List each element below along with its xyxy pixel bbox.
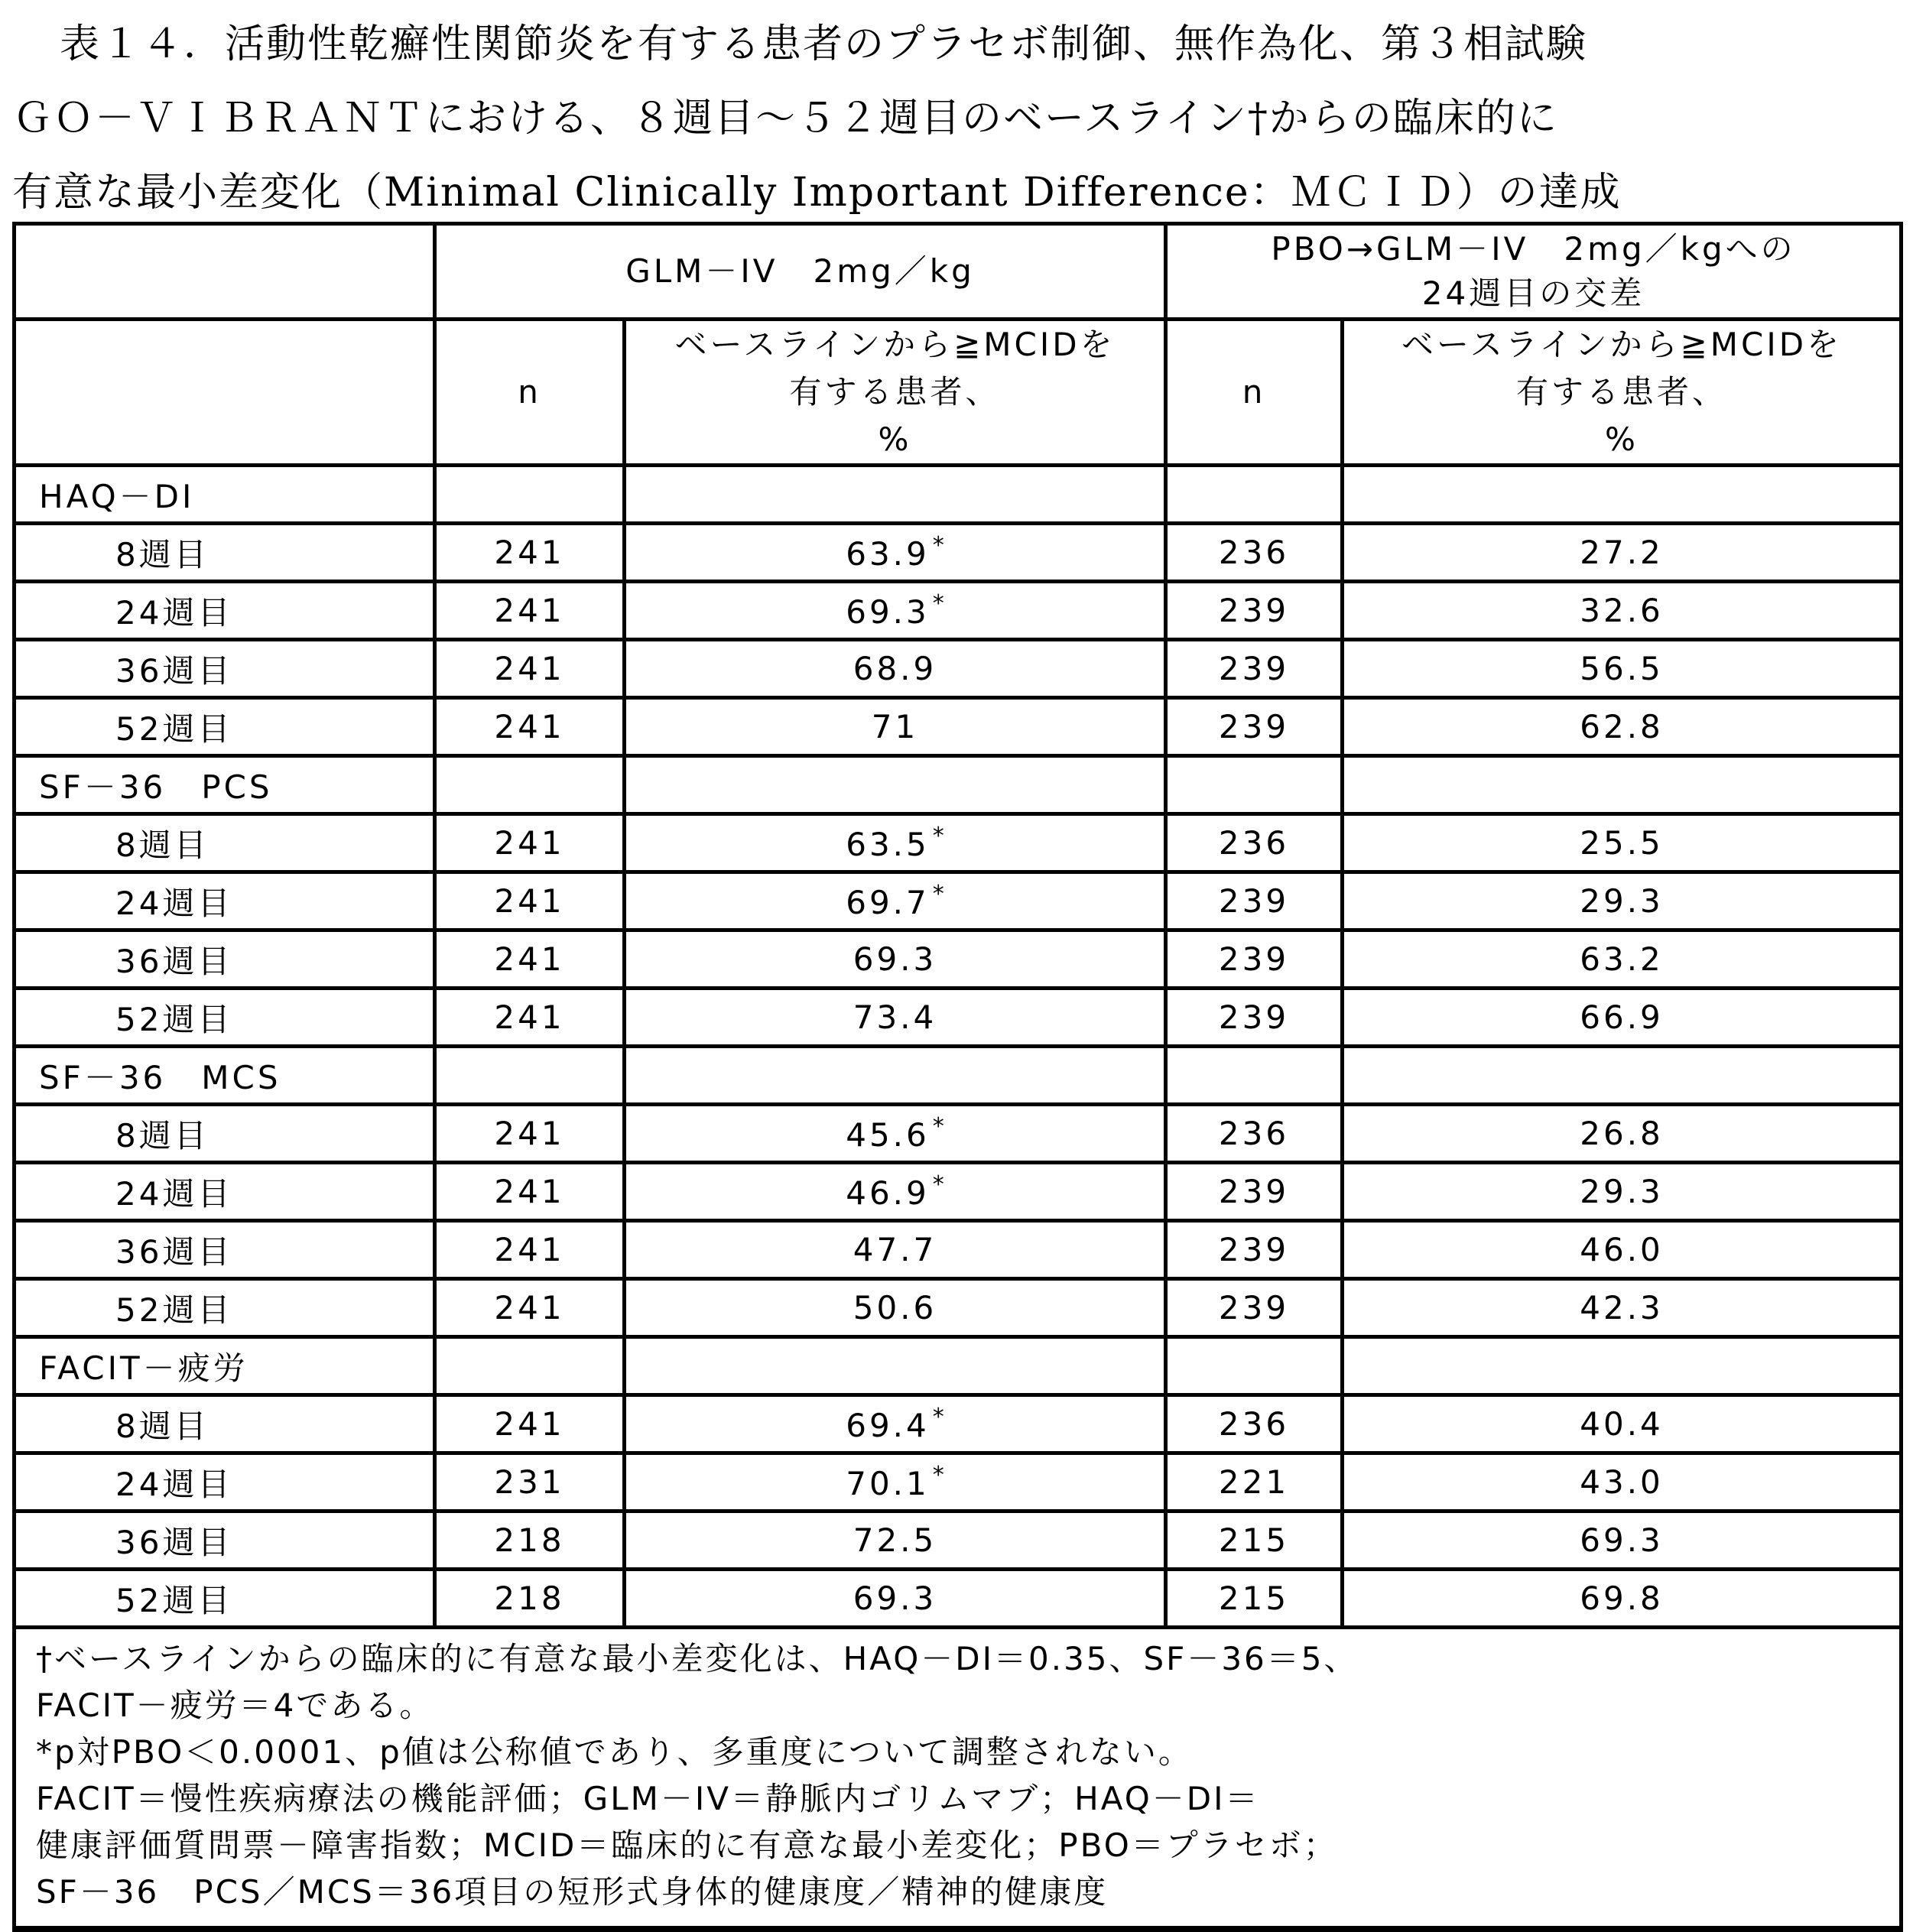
pbo-pct: 26.8 <box>1343 1105 1902 1163</box>
empty-cell <box>435 756 625 814</box>
week-label: 24週目 <box>15 872 435 930</box>
table-row <box>15 930 1902 989</box>
header-blank <box>15 320 435 466</box>
header-n-pbo: n <box>1166 320 1343 466</box>
glm-n: 241 <box>435 989 625 1047</box>
glm-pct: 68.9 <box>853 650 937 687</box>
pbo-n: 215 <box>1166 1512 1343 1570</box>
empty-cell <box>625 1047 1166 1105</box>
table-row <box>15 814 1902 872</box>
glm-n: 241 <box>435 640 625 698</box>
glm-n: 241 <box>435 930 625 989</box>
header-pct-line3: % <box>1605 420 1639 458</box>
pbo-pct: 56.5 <box>1343 640 1902 698</box>
footnote-line: FACIT－疲労＝4である。 <box>36 1687 434 1724</box>
pbo-n: 239 <box>1166 1221 1343 1279</box>
glm-pct: 46.9 <box>846 1174 930 1212</box>
glm-pct-cell <box>625 1105 1166 1163</box>
pbo-n: 215 <box>1166 1570 1343 1628</box>
glm-pct-cell <box>625 814 1166 872</box>
week-label: 24週目 <box>15 1163 435 1221</box>
table-row <box>15 1395 1902 1453</box>
glm-pct: 69.7 <box>846 884 930 921</box>
section-row <box>15 1337 1902 1395</box>
pbo-n: 239 <box>1166 1279 1343 1337</box>
table-row <box>15 640 1902 698</box>
glm-pct: 71 <box>871 708 919 745</box>
title-line: 有意な最小差変化（Minimal Clinically Important Difference：ＭＣＩＤ）の達成 <box>12 170 1622 216</box>
empty-cell <box>435 466 625 524</box>
glm-pct-cell <box>625 1453 1166 1512</box>
section-label: HAQ－DI <box>15 466 435 524</box>
footnote-line: FACIT＝慢性疾病療法の機能評価；GLM－IV＝静脈内ゴリムマブ；HAQ－DI＝ <box>36 1780 1260 1817</box>
footnote-row <box>15 1628 1902 1930</box>
empty-cell <box>435 1337 625 1395</box>
glm-pct-cell <box>625 524 1166 582</box>
glm-pct-cell <box>625 1395 1166 1453</box>
glm-pct: 70.1 <box>846 1465 930 1502</box>
week-label: 36週目 <box>15 640 435 698</box>
pbo-pct: 40.4 <box>1343 1395 1902 1453</box>
week-label: 36週目 <box>15 930 435 989</box>
empty-cell <box>625 466 1166 524</box>
glm-pct-cell <box>625 1279 1166 1337</box>
glm-pct-cell <box>625 640 1166 698</box>
empty-cell <box>1343 466 1902 524</box>
significance-marker: * <box>932 532 944 559</box>
glm-pct-cell <box>625 1570 1166 1628</box>
pbo-pct: 66.9 <box>1343 989 1902 1047</box>
header-n-glm: n <box>435 320 625 466</box>
glm-pct: 47.7 <box>853 1231 937 1268</box>
pbo-pct: 32.6 <box>1343 582 1902 640</box>
table-row <box>15 1221 1902 1279</box>
pbo-n: 239 <box>1166 582 1343 640</box>
glm-pct: 63.9 <box>846 535 930 573</box>
footnote-line: SF－36 PCS／MCS＝36項目の短形式身体的健康度／精神的健康度 <box>36 1873 1109 1911</box>
header-row-columns <box>15 320 1902 466</box>
pbo-n: 239 <box>1166 640 1343 698</box>
table-row <box>15 1453 1902 1512</box>
header-pct-line3: % <box>878 420 912 458</box>
week-label: 24週目 <box>15 1453 435 1512</box>
pbo-pct: 46.0 <box>1343 1221 1902 1279</box>
glm-pct-cell <box>625 930 1166 989</box>
pbo-n: 236 <box>1166 1105 1343 1163</box>
pbo-n: 239 <box>1166 930 1343 989</box>
pbo-pct: 69.3 <box>1343 1512 1902 1570</box>
glm-pct-cell <box>625 698 1166 756</box>
pbo-pct: 29.3 <box>1343 1163 1902 1221</box>
glm-n: 241 <box>435 582 625 640</box>
table-row <box>15 582 1902 640</box>
week-label: 36週目 <box>15 1221 435 1279</box>
glm-n: 241 <box>435 814 625 872</box>
table-row <box>15 524 1902 582</box>
empty-cell <box>1343 756 1902 814</box>
empty-cell <box>1166 1047 1343 1105</box>
pbo-n: 236 <box>1166 814 1343 872</box>
header-group-pbo-line1: PBO→GLM－IV 2mg／kgへの <box>1271 230 1796 268</box>
significance-marker: * <box>932 1404 944 1430</box>
empty-cell <box>1343 1047 1902 1105</box>
header-row-groups <box>15 224 1902 320</box>
glm-n: 218 <box>435 1570 625 1628</box>
pbo-pct: 27.2 <box>1343 524 1902 582</box>
footnotes <box>15 1628 1902 1930</box>
glm-n: 241 <box>435 872 625 930</box>
pbo-n: 236 <box>1166 1395 1343 1453</box>
title-line: 表１４．活動性乾癬性関節炎を有する患者のプラセボ制御、無作為化、第３相試験 <box>60 21 1588 67</box>
section-label: SF－36 MCS <box>15 1047 435 1105</box>
glm-pct-cell <box>625 989 1166 1047</box>
pbo-pct: 69.8 <box>1343 1570 1902 1628</box>
section-label: SF－36 PCS <box>15 756 435 814</box>
glm-n: 241 <box>435 1163 625 1221</box>
table-row <box>15 1512 1902 1570</box>
pbo-pct: 62.8 <box>1343 698 1902 756</box>
glm-n: 241 <box>435 1279 625 1337</box>
pbo-n: 239 <box>1166 698 1343 756</box>
pbo-n: 236 <box>1166 524 1343 582</box>
header-pct-line1: ベースラインから≧MCIDを <box>674 326 1116 363</box>
week-label: 8週目 <box>15 1105 435 1163</box>
glm-pct: 69.3 <box>853 1580 937 1617</box>
footnote-line: *p対PBO＜0.0001、p値は公称値であり、多重度について調整されない。 <box>36 1733 1193 1771</box>
glm-n: 241 <box>435 1105 625 1163</box>
week-label: 36週目 <box>15 1512 435 1570</box>
section-label: FACIT－疲労 <box>15 1337 435 1395</box>
glm-pct: 63.5 <box>846 826 930 863</box>
glm-pct-cell <box>625 1163 1166 1221</box>
header-pct-line2: 有する患者、 <box>1516 373 1728 411</box>
footnote-line: †ベースラインからの臨床的に有意な最小差変化は、HAQ－DI＝0.35、SF－36＝5、 <box>36 1640 1359 1677</box>
week-label: 8週目 <box>15 814 435 872</box>
glm-pct: 69.4 <box>846 1407 930 1444</box>
empty-cell <box>1343 1337 1902 1395</box>
table-row <box>15 1279 1902 1337</box>
header-pct-line2: 有する患者、 <box>789 373 1001 411</box>
glm-pct-cell <box>625 1512 1166 1570</box>
glm-pct: 50.6 <box>853 1289 937 1326</box>
week-label: 52週目 <box>15 698 435 756</box>
glm-pct: 72.5 <box>853 1521 937 1559</box>
table-row <box>15 698 1902 756</box>
glm-n: 241 <box>435 1221 625 1279</box>
significance-marker: * <box>932 1462 944 1489</box>
empty-cell <box>1166 756 1343 814</box>
footnote-line: 健康評価質問票－障害指数；MCID＝臨床的に有意な最小差変化；PBO＝プラセボ； <box>36 1826 1338 1864</box>
header-pct-glm <box>625 320 1166 466</box>
table-row <box>15 1163 1902 1221</box>
pbo-pct: 63.2 <box>1343 930 1902 989</box>
significance-marker: * <box>932 881 944 908</box>
glm-n: 241 <box>435 524 625 582</box>
week-label: 52週目 <box>15 1279 435 1337</box>
header-group-pbo-crossover <box>1166 224 1902 320</box>
empty-cell <box>435 1047 625 1105</box>
empty-cell <box>1166 1337 1343 1395</box>
pbo-pct: 43.0 <box>1343 1453 1902 1512</box>
glm-pct-cell <box>625 872 1166 930</box>
week-label: 52週目 <box>15 1570 435 1628</box>
pbo-n: 239 <box>1166 1163 1343 1221</box>
pbo-n: 239 <box>1166 872 1343 930</box>
glm-pct-cell <box>625 582 1166 640</box>
pbo-n: 221 <box>1166 1453 1343 1512</box>
glm-n: 231 <box>435 1453 625 1512</box>
pbo-pct: 25.5 <box>1343 814 1902 872</box>
section-row <box>15 466 1902 524</box>
table-title <box>12 8 1901 230</box>
header-pct-pbo <box>1343 320 1902 466</box>
table-row <box>15 872 1902 930</box>
header-group-glm: GLM－IV 2mg／kg <box>435 224 1166 320</box>
header-pct-line1: ベースラインから≧MCIDを <box>1401 326 1843 363</box>
empty-cell <box>625 1337 1166 1395</box>
pbo-pct: 29.3 <box>1343 872 1902 930</box>
significance-marker: * <box>932 823 944 849</box>
table-row <box>15 989 1902 1047</box>
glm-pct-cell <box>625 1221 1166 1279</box>
table-row <box>15 1105 1902 1163</box>
mcid-table <box>12 222 1903 1932</box>
section-row <box>15 1047 1902 1105</box>
section-row <box>15 756 1902 814</box>
title-line: ＧＯ－ＶＩＢＲＡＮＴにおける、８週目～５２週目のベースライン†からの臨床的に <box>12 96 1558 141</box>
week-label: 24週目 <box>15 582 435 640</box>
glm-n: 218 <box>435 1512 625 1570</box>
significance-marker: * <box>932 1171 944 1198</box>
header-group-pbo-line2: 24週目の交差 <box>1421 274 1645 312</box>
glm-pct: 45.6 <box>846 1116 930 1154</box>
significance-marker: * <box>932 590 944 617</box>
glm-n: 241 <box>435 698 625 756</box>
glm-pct: 69.3 <box>853 940 937 978</box>
glm-pct: 73.4 <box>853 998 937 1036</box>
glm-n: 241 <box>435 1395 625 1453</box>
pbo-pct: 42.3 <box>1343 1279 1902 1337</box>
empty-cell <box>1166 466 1343 524</box>
empty-cell <box>625 756 1166 814</box>
week-label: 52週目 <box>15 989 435 1047</box>
header-blank <box>15 224 435 320</box>
week-label: 8週目 <box>15 1395 435 1453</box>
table-row <box>15 1570 1902 1628</box>
significance-marker: * <box>932 1113 944 1140</box>
week-label: 8週目 <box>15 524 435 582</box>
pbo-n: 239 <box>1166 989 1343 1047</box>
glm-pct: 69.3 <box>846 593 930 631</box>
